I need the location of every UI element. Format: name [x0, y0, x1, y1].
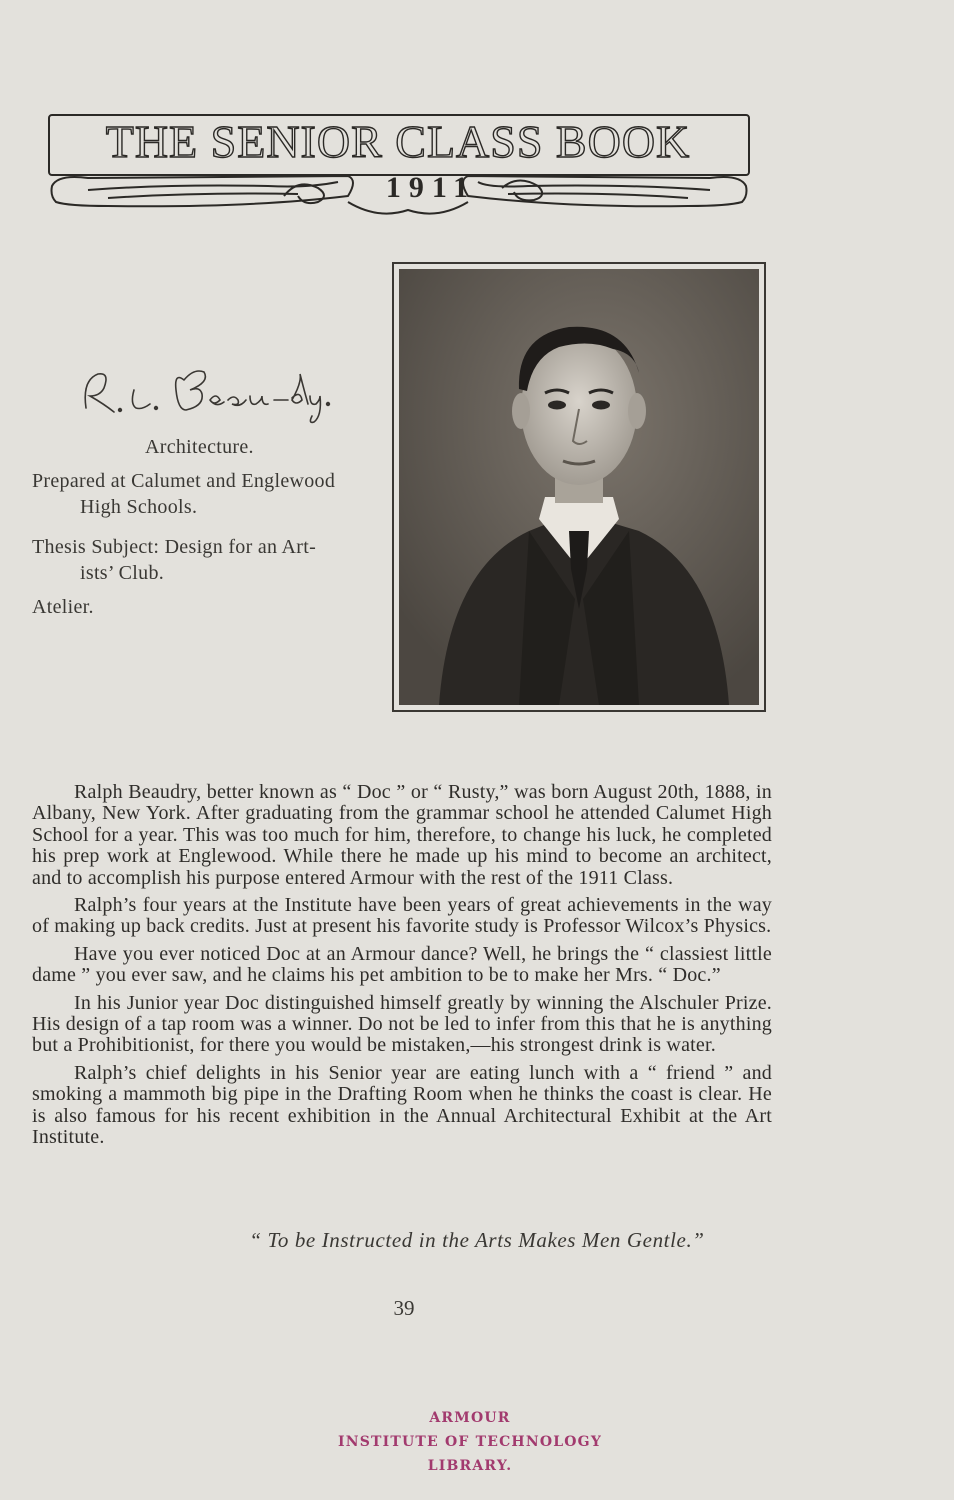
portrait-photo — [392, 262, 766, 712]
handwritten-signature — [64, 360, 344, 430]
biography-paragraph: Ralph’s four years at the Institute have been years of great achievements in the way of making up back credits. Just at present his favorite study is Professor Wilcox’s Physics. — [32, 894, 772, 938]
biography-paragraph: Ralph’s chief delights in his Senior year are eating lunch with a “ friend ” and smoking a mammoth big pipe in the Drafting Room when he thinks the coast is clear. He is also famous for his recent exhibition in the Annual Architectural Exhibit at the Art Institute. — [32, 1061, 772, 1149]
class-book-banner — [48, 108, 750, 220]
portrait-image — [399, 269, 759, 705]
stamp-line-1: ARMOUR — [429, 1410, 511, 1426]
banner-title: THE SENIOR CLASS BOOK — [105, 116, 691, 167]
stamp-line-3: LIBRARY. — [427, 1458, 513, 1474]
thesis-line-1: Thesis Subject: Design for an Art- — [32, 536, 317, 558]
biography-text — [32, 782, 772, 1155]
motto-quote: “ To be Instructed in the Arts Makes Men Gentle.” — [249, 1228, 705, 1252]
biography-paragraph: In his Junior year Doc distinguished himself greatly by winning the Alschuler Prize. His design of a tap room was a winner. Do not be led to infer from this that he is anything but a Prohibitionist, for there you would be mistaken,—his strongest drink is water. — [32, 991, 772, 1057]
stamp-line-2: INSTITUTE OF TECHNOLOGY — [337, 1434, 603, 1450]
banner-year: 1911 — [385, 171, 477, 204]
prepared-line-1: Prepared at Calumet and Englewood — [32, 470, 336, 492]
prepared-at-block — [32, 468, 382, 520]
biography-paragraph: Have you ever noticed Doc at an Armour dance? Well, he brings the “ classiest little dame ” you ever saw, and he claims his pet ambition to be to make her Mrs. “ Doc.” — [32, 942, 772, 987]
thesis-block — [32, 534, 382, 586]
thesis-line-2: ists’ Club. — [80, 562, 165, 584]
library-stamp — [300, 1406, 640, 1478]
page-number: 39 — [393, 1296, 415, 1320]
prepared-line-2: High Schools. — [80, 496, 198, 518]
biography-paragraph: Ralph Beaudry, better known as “ Doc ” or “ Rusty,” was born August 20th, 1888, in Albany, New York. After graduating from the grammar school he attended Calumet High School for a year. This was too much for him, therefore, to change his luck, he completed his prep work at Englewood. While there he made up his mind to become an architect, and to accomplish his purpose entered Armour with the rest of the 1911 Class. — [32, 781, 772, 889]
major-line: Architecture. — [145, 436, 254, 458]
atelier-line: Atelier. — [32, 596, 94, 618]
